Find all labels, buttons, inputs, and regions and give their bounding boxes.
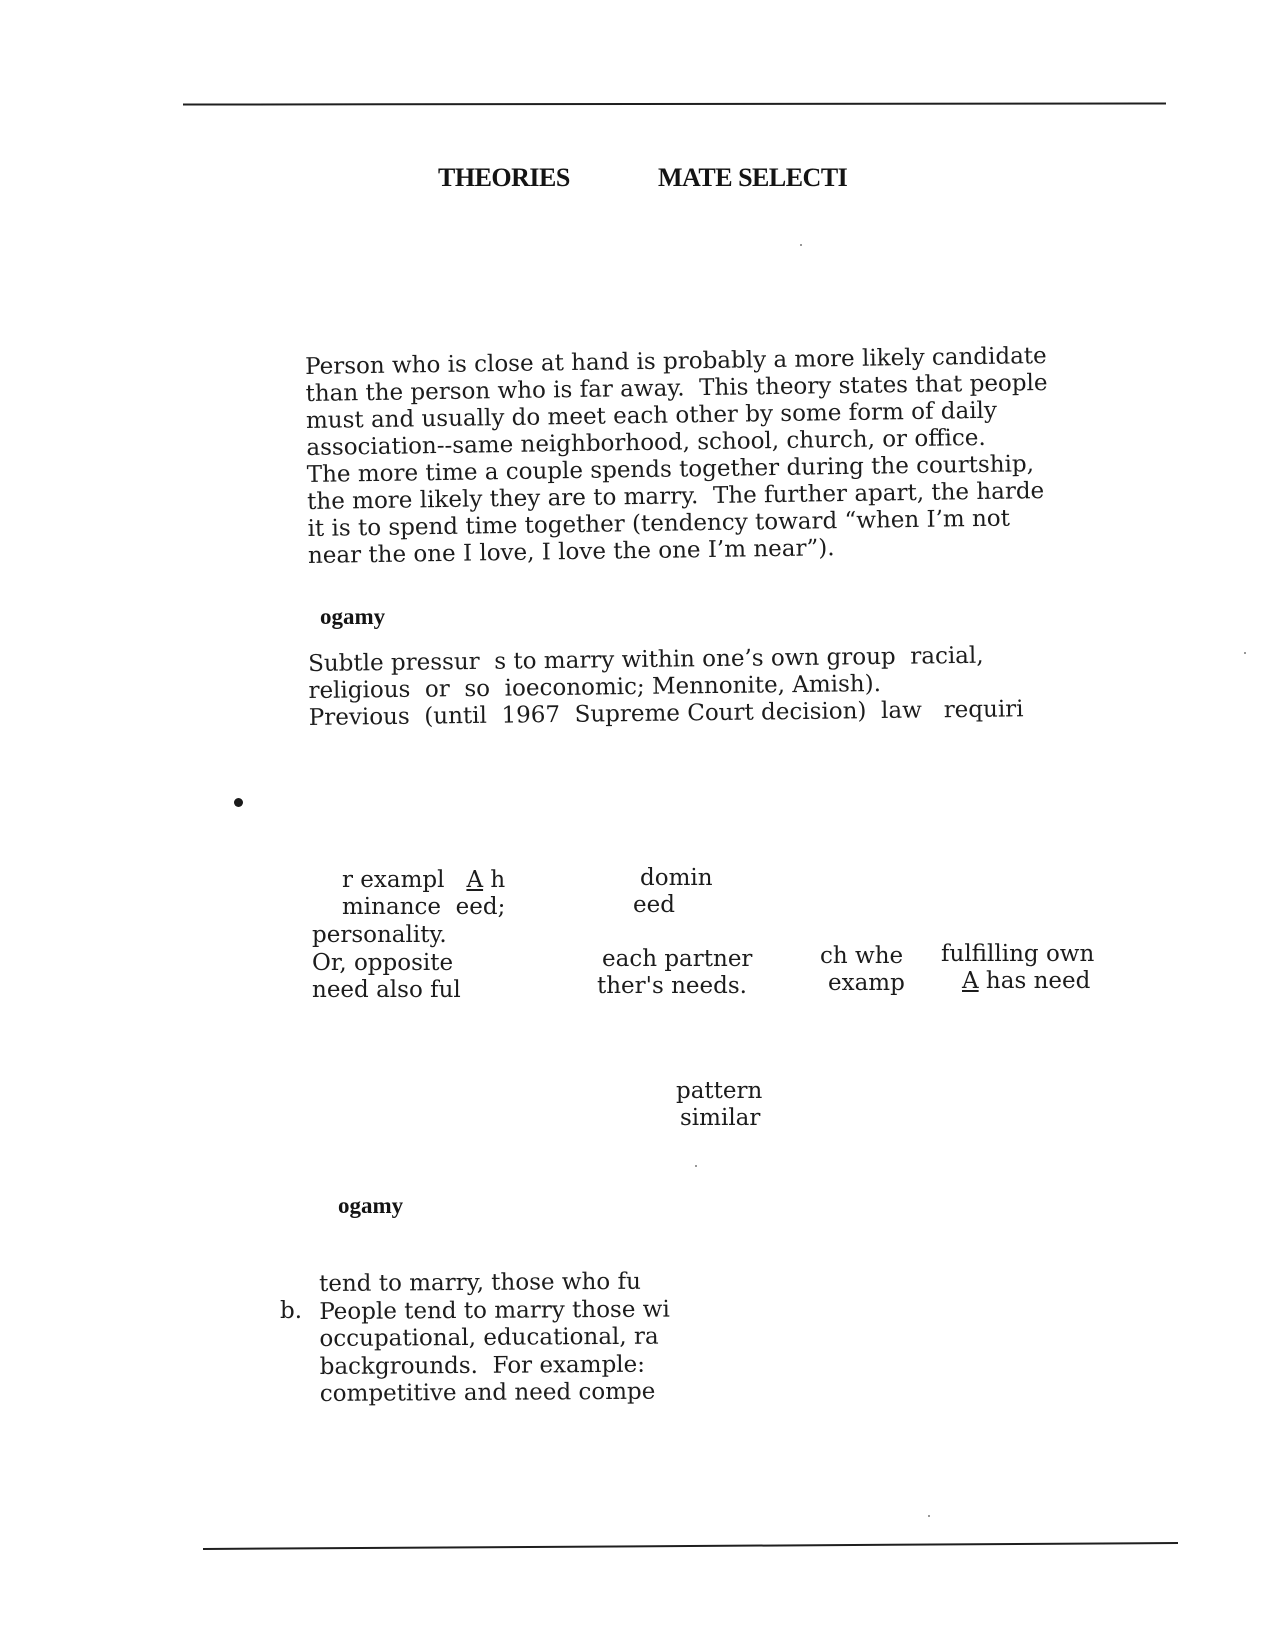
fragment-pattern: pattern — [676, 1078, 763, 1104]
text-line: Subtle pressur s to marry within one’s own group racial, — [308, 642, 984, 677]
fragment-each-partner: each partner — [602, 946, 753, 972]
fragment-personality: personality. — [312, 922, 447, 948]
endogamy-paragraph — [308, 642, 1024, 732]
underlined-a: A — [466, 867, 484, 893]
endogamy-heading: ogamy — [320, 604, 386, 629]
fragment-need-also: need also ful — [312, 977, 461, 1003]
bullet-dot — [234, 798, 243, 807]
fragment-text: r exampl — [342, 867, 445, 893]
homogamy-list — [319, 1269, 670, 1409]
bottom-rule — [203, 1542, 1178, 1550]
homogamy-heading: ogamy — [338, 1193, 404, 1218]
fragment-has-need — [962, 968, 1090, 995]
title-mate-selection: MATE SELECTI — [658, 163, 848, 192]
fragment-similar: similar — [680, 1105, 761, 1131]
text-line: competitive and need compe — [319, 1378, 656, 1407]
fragment-text: has need — [978, 968, 1091, 994]
text-line: must and usually do meet each other by some form of daily — [305, 397, 998, 434]
fragment-or-opposite: Or, opposite — [312, 950, 454, 976]
fragment-text: h — [483, 867, 506, 893]
scan-speck — [800, 244, 802, 246]
scan-speck — [695, 1165, 697, 1167]
text-line: than the person who is far away. This theory states that people — [305, 369, 1048, 407]
scan-speck — [1244, 652, 1246, 654]
text-line: tend to marry, those who fu — [319, 1268, 641, 1297]
text-line: Person who is close at hand is probably a more likely candidate — [305, 342, 1047, 380]
scan-speck — [928, 1515, 930, 1517]
fragment-domin: domin — [640, 865, 713, 891]
text-line: near the one I love, I love the one I’m near”). — [307, 535, 835, 569]
fragment-others-needs: ther's needs. — [597, 973, 747, 999]
fragment-eed: eed — [633, 892, 675, 918]
text-line: Previous (until 1967 Supreme Court decision) law requiri — [308, 696, 1024, 731]
text-line: it is to spend time together (tendency toward “when I’m not — [307, 505, 1011, 542]
text-line: association--same neighborhood, school, church, or office. — [306, 424, 986, 461]
fragment-minance: minance eed; — [342, 894, 506, 920]
text-line: People tend to marry those wi — [319, 1296, 670, 1325]
text-line: religious or so ioeconomic; Mennonite, Amish). — [308, 671, 882, 704]
propinquity-paragraph — [305, 343, 1050, 570]
fragment-fulfilling-own: fulfilling own — [941, 941, 1095, 967]
text-line: backgrounds. For example: — [319, 1351, 646, 1380]
text-line: The more time a couple spends together during the courtship, — [306, 451, 1035, 488]
underlined-a: A — [962, 968, 979, 994]
fragment-ch-whe: ch whe — [820, 943, 904, 969]
title-theories: THEORIES — [438, 163, 570, 192]
text-line: the more likely they are to marry. The further apart, the harde — [307, 478, 1045, 515]
fragment-examp: examp — [828, 970, 905, 996]
top-rule — [183, 102, 1166, 105]
text-line: occupational, educational, ra — [319, 1323, 659, 1352]
list-marker-b: b. — [280, 1298, 303, 1324]
fragment-example — [342, 867, 505, 894]
